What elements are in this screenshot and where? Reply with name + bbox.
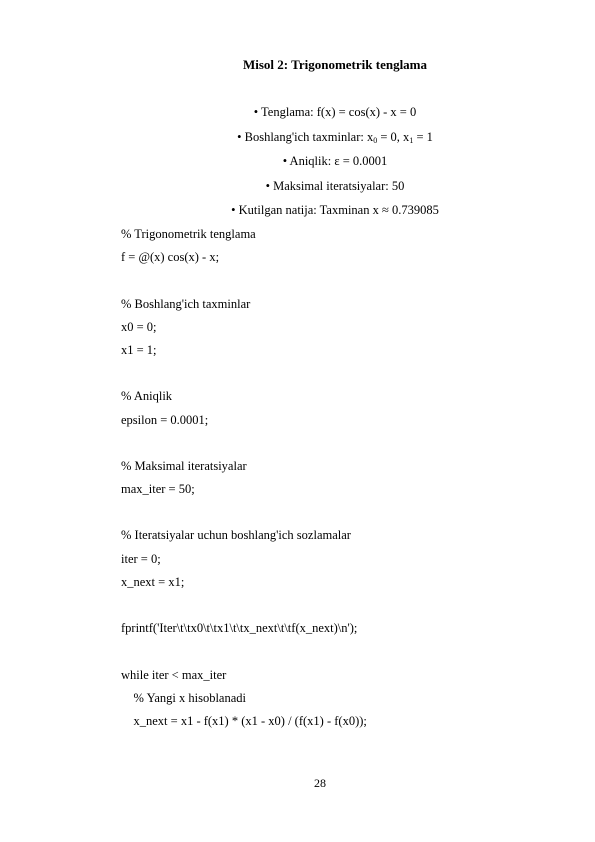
subscript-zero: 0 — [373, 135, 378, 145]
bullet-initial-guesses — [0, 129, 595, 154]
bullet-initial-guesses-mid: = 0, x — [377, 129, 410, 144]
code-line: x_next = x1 - f(x1) * (x1 - x0) / (f(x1) - f(x0)); — [121, 713, 367, 728]
code-line: % Yangi x hisoblanadi — [121, 690, 246, 705]
code-line — [121, 272, 367, 295]
code-line — [121, 365, 367, 388]
subscript-one: 1 — [409, 135, 414, 145]
page-number: 28 — [314, 776, 326, 790]
code-line: f = @(x) cos(x) - x; — [121, 250, 220, 265]
code-line: iter = 0; — [121, 551, 161, 566]
bullet-initial-guesses-post: = 1 — [413, 129, 433, 144]
code-line: x1 = 1; — [121, 342, 157, 357]
code-line: % Trigonometrik tenglama — [121, 227, 256, 241]
page-title: Misol 2: Trigonometrik tenglama — [242, 57, 428, 72]
code-line — [121, 643, 367, 666]
code-line: while iter < max_iter — [121, 667, 227, 682]
code-line: % Boshlang'ich taxminlar — [121, 296, 251, 311]
code-line: % Aniqlik — [121, 389, 173, 404]
code-line: fprintf('Iter\t\tx0\t\tx1\t\tx_next\t\tf(x_next)\n'); — [121, 621, 358, 636]
bullet-list — [0, 104, 595, 227]
code-line: epsilon = 0.0001; — [121, 412, 209, 427]
code-line — [121, 597, 367, 620]
code-line: x0 = 0; — [121, 319, 157, 334]
code-line: % Iteratsiyalar uchun boshlang'ich sozlamalar — [121, 528, 351, 543]
code-line: x_next = x1; — [121, 574, 185, 589]
code-line: % Maksimal iteratsiyalar — [121, 458, 247, 473]
code-line — [121, 504, 367, 527]
code-line — [121, 435, 367, 458]
bullet-initial-guesses-pre: • Boshlang'ich taxminlar: x — [237, 129, 374, 144]
bullet-equation: • Tenglama: f(x) = cos(x) - x = 0 — [253, 105, 417, 119]
bullet-max-iterations: • Maksimal iteratsiyalar: 50 — [265, 178, 405, 193]
code-line: max_iter = 50; — [121, 482, 195, 497]
bullet-expected-result: • Kutilgan natija: Taxminan x ≈ 0.739085 — [231, 203, 439, 217]
bullet-tolerance: • Aniqlik: ε = 0.0001 — [282, 154, 388, 168]
code-block — [121, 226, 367, 736]
